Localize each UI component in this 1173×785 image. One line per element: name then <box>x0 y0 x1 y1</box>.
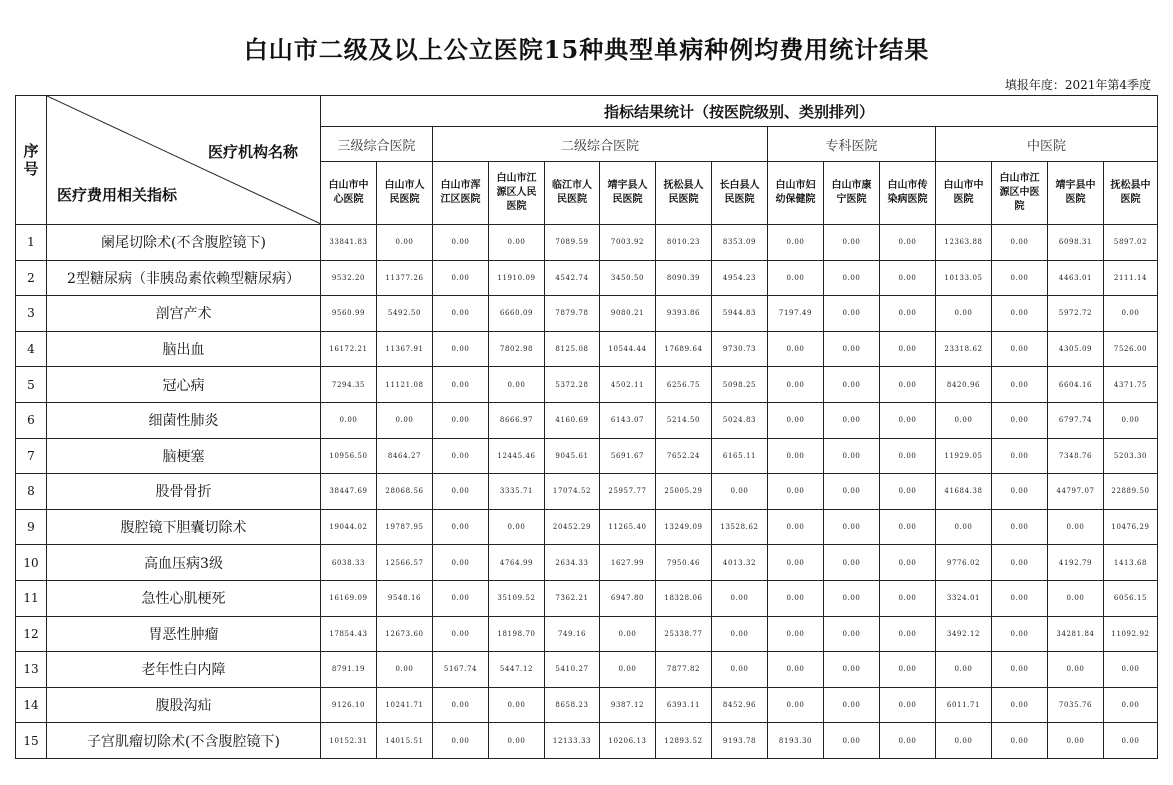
cost-value: 0.00 <box>433 687 489 723</box>
cost-value: 4764.99 <box>489 545 545 581</box>
cost-value: 23318.62 <box>936 331 992 367</box>
cost-value: 0.00 <box>880 402 936 438</box>
cost-value: 4160.69 <box>545 402 600 438</box>
cost-value: 0.00 <box>992 580 1048 616</box>
cost-value: 0.00 <box>489 509 545 545</box>
cost-value: 0.00 <box>824 652 880 688</box>
cost-value: 7877.82 <box>656 652 712 688</box>
row-seq: 7 <box>16 438 47 474</box>
cost-value: 0.00 <box>992 474 1048 510</box>
cost-value: 6660.09 <box>489 296 545 332</box>
table-row <box>16 545 1158 581</box>
cost-value: 10133.05 <box>936 260 992 296</box>
hospital-header: 白山市中医院 <box>936 162 992 225</box>
cost-value: 5447.12 <box>489 652 545 688</box>
cost-value: 0.00 <box>1104 652 1158 688</box>
hospital-header: 抚松县中医院 <box>1104 162 1158 225</box>
cost-value: 0.00 <box>489 723 545 759</box>
cost-value: 0.00 <box>992 687 1048 723</box>
cost-value: 0.00 <box>1048 723 1104 759</box>
cost-value: 0.00 <box>768 545 824 581</box>
cost-value: 0.00 <box>433 723 489 759</box>
table-row <box>16 509 1158 545</box>
cost-value: 0.00 <box>433 474 489 510</box>
cost-value: 12445.46 <box>489 438 545 474</box>
cost-value: 9548.16 <box>377 580 433 616</box>
cost-value: 0.00 <box>824 260 880 296</box>
cost-value: 0.00 <box>824 474 880 510</box>
table-row <box>16 723 1158 759</box>
cost-value: 7362.21 <box>545 580 600 616</box>
category-secondary: 二级综合医院 <box>433 127 768 162</box>
indicator-name: 阑尾切除术(不含腹腔镜下) <box>47 225 321 261</box>
cost-value: 8452.96 <box>712 687 768 723</box>
cost-value: 17074.52 <box>545 474 600 510</box>
cost-value: 8125.08 <box>545 331 600 367</box>
cost-value: 6056.15 <box>1104 580 1158 616</box>
cost-value: 8464.27 <box>377 438 433 474</box>
cost-value: 4305.09 <box>1048 331 1104 367</box>
table-row <box>16 402 1158 438</box>
cost-value: 5410.27 <box>545 652 600 688</box>
cost-value: 10956.50 <box>321 438 377 474</box>
cost-value: 0.00 <box>880 509 936 545</box>
cost-value: 7879.78 <box>545 296 600 332</box>
indicator-name: 子宫肌瘤切除术(不含腹腔镜下) <box>47 723 321 759</box>
hospital-header: 白山市浑江区医院 <box>433 162 489 225</box>
cost-value: 0.00 <box>712 474 768 510</box>
cost-value: 11121.08 <box>377 367 433 403</box>
cost-value: 3450.50 <box>600 260 656 296</box>
cost-value: 6393.11 <box>656 687 712 723</box>
report-year: 填报年度：2021年第4季度 <box>1004 78 1151 92</box>
cost-value: 12893.52 <box>656 723 712 759</box>
cost-value: 5897.02 <box>1104 225 1158 261</box>
cost-value: 9387.12 <box>600 687 656 723</box>
cost-value: 12566.57 <box>377 545 433 581</box>
cost-value: 7197.49 <box>768 296 824 332</box>
cost-value: 7035.76 <box>1048 687 1104 723</box>
cost-value: 0.00 <box>433 296 489 332</box>
cost-value: 0.00 <box>1104 687 1158 723</box>
cost-value: 0.00 <box>992 402 1048 438</box>
row-seq: 11 <box>16 580 47 616</box>
cost-value: 0.00 <box>768 509 824 545</box>
cost-value: 0.00 <box>433 438 489 474</box>
cost-value: 9393.86 <box>656 296 712 332</box>
seq-header: 序号 <box>16 96 47 225</box>
hospital-header: 长白县人民医院 <box>712 162 768 225</box>
row-seq: 4 <box>16 331 47 367</box>
cost-value: 0.00 <box>433 616 489 652</box>
row-seq: 8 <box>16 474 47 510</box>
cost-value: 0.00 <box>824 367 880 403</box>
cost-value: 0.00 <box>880 723 936 759</box>
indicator-name: 股骨骨折 <box>47 474 321 510</box>
table-row <box>16 652 1158 688</box>
cost-value: 11265.40 <box>600 509 656 545</box>
cost-value: 0.00 <box>880 652 936 688</box>
row-seq: 9 <box>16 509 47 545</box>
cost-value: 0.00 <box>768 652 824 688</box>
cost-value: 4542.74 <box>545 260 600 296</box>
cost-value: 0.00 <box>936 723 992 759</box>
cost-value: 0.00 <box>880 260 936 296</box>
cost-value: 0.00 <box>992 509 1048 545</box>
hospital-header: 抚松县人民医院 <box>656 162 712 225</box>
cost-value: 0.00 <box>880 331 936 367</box>
cost-value: 749.16 <box>545 616 600 652</box>
cost-value: 5214.50 <box>656 402 712 438</box>
cost-value: 0.00 <box>824 687 880 723</box>
cost-value: 0.00 <box>768 402 824 438</box>
cost-value: 0.00 <box>433 509 489 545</box>
cost-value: 33841.83 <box>321 225 377 261</box>
cost-value: 7652.24 <box>656 438 712 474</box>
cost-value: 0.00 <box>1048 509 1104 545</box>
cost-value: 0.00 <box>712 580 768 616</box>
cost-value: 7089.59 <box>545 225 600 261</box>
institution-name-label: 医疗机构名称 <box>207 143 298 161</box>
cost-value: 0.00 <box>600 652 656 688</box>
cost-value: 7526.00 <box>1104 331 1158 367</box>
cost-value: 4954.23 <box>712 260 768 296</box>
cost-value: 8666.97 <box>489 402 545 438</box>
cost-value: 10544.44 <box>600 331 656 367</box>
cost-value: 0.00 <box>992 545 1048 581</box>
hospital-header: 白山市江源区人民医院 <box>489 162 545 225</box>
row-seq: 3 <box>16 296 47 332</box>
cost-value: 0.00 <box>377 652 433 688</box>
cost-value: 8010.23 <box>656 225 712 261</box>
cost-value: 38447.69 <box>321 474 377 510</box>
indicator-name: 剖宫产术 <box>47 296 321 332</box>
indicator-name: 高血压病3级 <box>47 545 321 581</box>
cost-value: 0.00 <box>433 580 489 616</box>
cost-value: 0.00 <box>600 616 656 652</box>
row-seq: 13 <box>16 652 47 688</box>
cost-value: 0.00 <box>712 652 768 688</box>
cost-value: 2634.33 <box>545 545 600 581</box>
cost-value: 0.00 <box>824 545 880 581</box>
cost-value: 0.00 <box>936 652 992 688</box>
cost-value: 0.00 <box>489 225 545 261</box>
cost-value: 0.00 <box>824 723 880 759</box>
cost-value: 0.00 <box>433 225 489 261</box>
cost-value: 5372.28 <box>545 367 600 403</box>
cost-value: 5691.67 <box>600 438 656 474</box>
cost-value: 5492.50 <box>377 296 433 332</box>
cost-value: 0.00 <box>880 438 936 474</box>
hospital-header: 靖宇县人民医院 <box>600 162 656 225</box>
row-seq: 10 <box>16 545 47 581</box>
group-title: 指标结果统计（按医院级别、类别排列） <box>321 96 1158 127</box>
cost-value: 0.00 <box>768 260 824 296</box>
cost-value: 0.00 <box>433 545 489 581</box>
indicator-name: 急性心肌梗死 <box>47 580 321 616</box>
cost-value: 20452.29 <box>545 509 600 545</box>
cost-value: 5944.83 <box>712 296 768 332</box>
cost-value: 0.00 <box>880 616 936 652</box>
cost-value: 9532.20 <box>321 260 377 296</box>
hospital-header: 白山市江源区中医院 <box>992 162 1048 225</box>
cost-value: 19787.95 <box>377 509 433 545</box>
cost-value: 4371.75 <box>1104 367 1158 403</box>
cost-value: 0.00 <box>936 402 992 438</box>
cost-value: 0.00 <box>768 367 824 403</box>
cost-value: 0.00 <box>377 402 433 438</box>
cost-value: 0.00 <box>1104 723 1158 759</box>
cost-value: 9193.78 <box>712 723 768 759</box>
cost-value: 10152.31 <box>321 723 377 759</box>
indicator-name: 胃恶性肿瘤 <box>47 616 321 652</box>
cost-value: 11929.05 <box>936 438 992 474</box>
cost-value: 0.00 <box>880 580 936 616</box>
cost-value: 0.00 <box>880 225 936 261</box>
cost-value: 3335.71 <box>489 474 545 510</box>
cost-value: 4502.11 <box>600 367 656 403</box>
cost-value: 35109.52 <box>489 580 545 616</box>
cost-value: 6011.71 <box>936 687 992 723</box>
cost-value: 14015.51 <box>377 723 433 759</box>
cost-value: 7294.35 <box>321 367 377 403</box>
cost-value: 12673.60 <box>377 616 433 652</box>
cost-value: 11377.26 <box>377 260 433 296</box>
cost-value: 13249.09 <box>656 509 712 545</box>
row-seq: 2 <box>16 260 47 296</box>
cost-value: 0.00 <box>433 331 489 367</box>
table-row <box>16 687 1158 723</box>
cost-value: 12363.88 <box>936 225 992 261</box>
cost-value: 0.00 <box>321 402 377 438</box>
hospital-header: 临江市人民医院 <box>545 162 600 225</box>
cost-value: 8353.09 <box>712 225 768 261</box>
cost-value: 0.00 <box>1104 296 1158 332</box>
row-seq: 12 <box>16 616 47 652</box>
table-row <box>16 331 1158 367</box>
cost-value: 10241.71 <box>377 687 433 723</box>
cost-value: 6165.11 <box>712 438 768 474</box>
cost-value: 1413.68 <box>1104 545 1158 581</box>
cost-value: 0.00 <box>433 260 489 296</box>
cost-value: 0.00 <box>992 225 1048 261</box>
cost-value: 0.00 <box>824 580 880 616</box>
row-seq: 6 <box>16 402 47 438</box>
table-row <box>16 367 1158 403</box>
cost-value: 9045.61 <box>545 438 600 474</box>
cost-value: 11092.92 <box>1104 616 1158 652</box>
cost-value: 44797.07 <box>1048 474 1104 510</box>
cost-value: 5203.30 <box>1104 438 1158 474</box>
cost-value: 25005.29 <box>656 474 712 510</box>
cost-value: 18198.70 <box>489 616 545 652</box>
table-row <box>16 474 1158 510</box>
cost-value: 10476.29 <box>1104 509 1158 545</box>
cost-value: 0.00 <box>824 438 880 474</box>
cost-value: 0.00 <box>712 616 768 652</box>
cost-value: 13528.62 <box>712 509 768 545</box>
category-tertiary: 三级综合医院 <box>321 127 433 162</box>
cost-value: 0.00 <box>936 296 992 332</box>
cost-value: 0.00 <box>992 652 1048 688</box>
table-row <box>16 260 1158 296</box>
cost-value: 0.00 <box>824 296 880 332</box>
table-row <box>16 296 1158 332</box>
cost-value: 0.00 <box>824 225 880 261</box>
cost-value: 0.00 <box>936 509 992 545</box>
cost-value: 6098.31 <box>1048 225 1104 261</box>
cost-value: 5972.72 <box>1048 296 1104 332</box>
cost-value: 0.00 <box>824 616 880 652</box>
table-row <box>16 438 1158 474</box>
cost-value: 18328.06 <box>656 580 712 616</box>
cost-value: 0.00 <box>824 331 880 367</box>
cost-value: 8193.30 <box>768 723 824 759</box>
cost-value: 10206.13 <box>600 723 656 759</box>
row-seq: 5 <box>16 367 47 403</box>
cost-value: 0.00 <box>768 331 824 367</box>
hospital-header: 白山市人民医院 <box>377 162 433 225</box>
indicator-name: 冠心病 <box>47 367 321 403</box>
hospital-header: 白山市康宁医院 <box>824 162 880 225</box>
cost-value: 7950.46 <box>656 545 712 581</box>
cost-value: 5167.74 <box>433 652 489 688</box>
cost-value: 6604.16 <box>1048 367 1104 403</box>
cost-value: 0.00 <box>768 438 824 474</box>
hospital-header: 白山市妇幼保健院 <box>768 162 824 225</box>
cost-value: 0.00 <box>992 331 1048 367</box>
cost-value: 5098.25 <box>712 367 768 403</box>
indicator-name: 细菌性肺炎 <box>47 402 321 438</box>
cost-table <box>15 95 1158 759</box>
table-row <box>16 580 1158 616</box>
page-title: 白山市二级及以上公立医院15种典型单病种例均费用统计结果 <box>243 35 930 64</box>
cost-value: 6143.07 <box>600 402 656 438</box>
cost-value: 0.00 <box>768 580 824 616</box>
cost-value: 0.00 <box>1104 402 1158 438</box>
cost-value: 6038.33 <box>321 545 377 581</box>
cost-value: 0.00 <box>880 687 936 723</box>
cost-value: 2111.14 <box>1104 260 1158 296</box>
cost-value: 1627.99 <box>600 545 656 581</box>
row-seq: 1 <box>16 225 47 261</box>
cost-value: 11367.91 <box>377 331 433 367</box>
cost-value: 17689.64 <box>656 331 712 367</box>
cost-value: 0.00 <box>992 723 1048 759</box>
category-specialty: 专科医院 <box>768 127 936 162</box>
cost-value: 9776.02 <box>936 545 992 581</box>
cost-value: 0.00 <box>768 616 824 652</box>
indicator-name: 腹腔镜下胆囊切除术 <box>47 509 321 545</box>
cost-value: 0.00 <box>880 545 936 581</box>
cost-value: 25957.77 <box>600 474 656 510</box>
cost-value: 28068.56 <box>377 474 433 510</box>
cost-value: 0.00 <box>377 225 433 261</box>
category-tcm: 中医院 <box>936 127 1158 162</box>
cost-value: 4463.01 <box>1048 260 1104 296</box>
hospital-header: 白山市中心医院 <box>321 162 377 225</box>
indicator-name: 老年性白内障 <box>47 652 321 688</box>
cost-value: 8658.23 <box>545 687 600 723</box>
hospital-header: 靖宇县中医院 <box>1048 162 1104 225</box>
cost-value: 25338.77 <box>656 616 712 652</box>
cost-value: 5024.83 <box>712 402 768 438</box>
indicator-name: 2型糖尿病（非胰岛素依赖型糖尿病） <box>47 260 321 296</box>
cost-value: 7802.98 <box>489 331 545 367</box>
cost-value: 0.00 <box>880 474 936 510</box>
cost-value: 0.00 <box>824 402 880 438</box>
cost-value: 8791.19 <box>321 652 377 688</box>
indicator-name: 脑出血 <box>47 331 321 367</box>
cost-value: 6947.80 <box>600 580 656 616</box>
corner-header <box>47 96 321 225</box>
cost-value: 0.00 <box>992 260 1048 296</box>
cost-value: 6797.74 <box>1048 402 1104 438</box>
cost-value: 0.00 <box>992 367 1048 403</box>
cost-value: 0.00 <box>1048 580 1104 616</box>
indicator-name: 腹股沟疝 <box>47 687 321 723</box>
cost-value: 8420.96 <box>936 367 992 403</box>
cost-value: 0.00 <box>433 367 489 403</box>
cost-value: 34281.84 <box>1048 616 1104 652</box>
cost-value: 0.00 <box>768 687 824 723</box>
cost-value: 22889.50 <box>1104 474 1158 510</box>
cost-value: 9730.73 <box>712 331 768 367</box>
cost-value: 0.00 <box>880 367 936 403</box>
row-seq: 15 <box>16 723 47 759</box>
cost-value: 0.00 <box>992 296 1048 332</box>
cost-value: 3492.12 <box>936 616 992 652</box>
cost-value: 0.00 <box>768 225 824 261</box>
cost-value: 7348.76 <box>1048 438 1104 474</box>
cost-value: 7003.92 <box>600 225 656 261</box>
cost-value: 4192.79 <box>1048 545 1104 581</box>
cost-value: 0.00 <box>824 509 880 545</box>
table-row <box>16 225 1158 261</box>
cost-value: 8090.39 <box>656 260 712 296</box>
cost-value: 6256.75 <box>656 367 712 403</box>
cost-value: 11910.09 <box>489 260 545 296</box>
cost-value: 12133.33 <box>545 723 600 759</box>
cost-value: 0.00 <box>489 687 545 723</box>
cost-value: 0.00 <box>1048 652 1104 688</box>
cost-value: 16169.09 <box>321 580 377 616</box>
row-seq: 14 <box>16 687 47 723</box>
cost-value: 9126.10 <box>321 687 377 723</box>
cost-value: 0.00 <box>768 474 824 510</box>
hospital-header: 白山市传染病医院 <box>880 162 936 225</box>
cost-value: 41684.38 <box>936 474 992 510</box>
cost-value: 0.00 <box>992 616 1048 652</box>
cost-value: 4013.32 <box>712 545 768 581</box>
cost-value: 17854.43 <box>321 616 377 652</box>
cost-value: 19044.02 <box>321 509 377 545</box>
cost-value: 0.00 <box>489 367 545 403</box>
table-row <box>16 616 1158 652</box>
cost-value: 0.00 <box>992 438 1048 474</box>
indicator-name: 脑梗塞 <box>47 438 321 474</box>
cost-value: 9080.21 <box>600 296 656 332</box>
cost-value: 9560.99 <box>321 296 377 332</box>
cost-value: 0.00 <box>880 296 936 332</box>
cost-indicator-label: 医疗费用相关指标 <box>57 186 178 204</box>
cost-value: 16172.21 <box>321 331 377 367</box>
cost-value: 0.00 <box>433 402 489 438</box>
cost-value: 3324.01 <box>936 580 992 616</box>
